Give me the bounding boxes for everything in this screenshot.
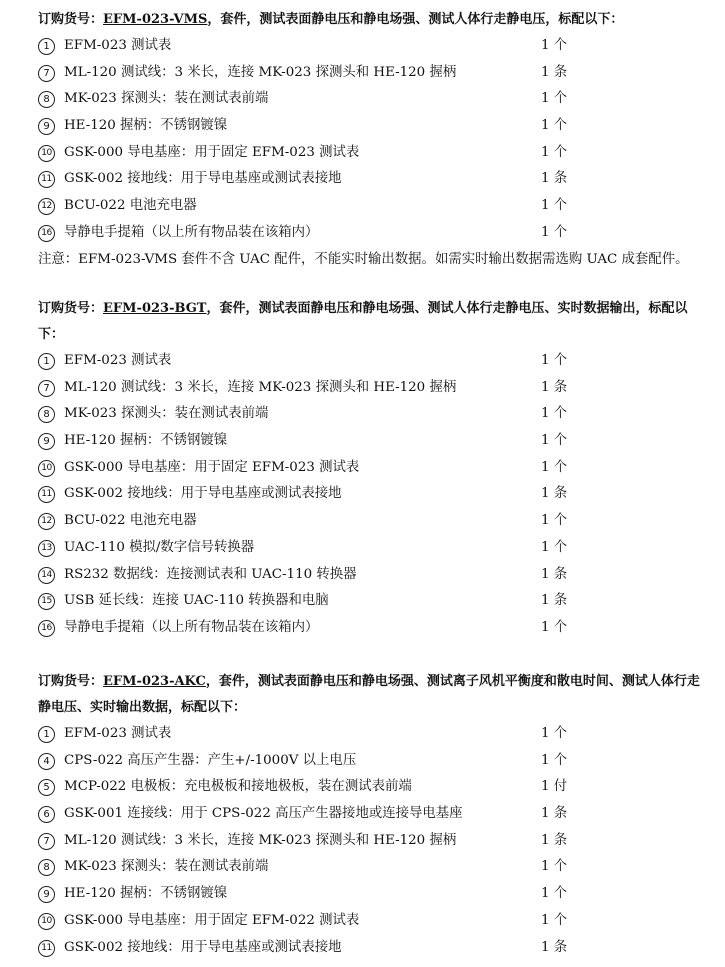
list-item: [38, 401, 708, 428]
circled-number-icon: 8: [38, 859, 55, 876]
list-item: [38, 455, 708, 482]
item-description: MK-023 探测头：装在测试表前端: [64, 859, 269, 875]
product-code: EFM-023-AKC: [103, 674, 206, 689]
item-description: GSK-002 接地线：用于导电基座或测试表接地: [64, 171, 342, 187]
list-item: [38, 428, 708, 455]
section-note: 注意：EFM-023-VMS 套件不含 UAC 配件，不能实时输出数据。如需实时输出数据需选购 UAC 成套配件。: [38, 251, 689, 267]
item-description: EFM-023 测试表: [64, 353, 172, 368]
list-item: [38, 721, 708, 748]
item-description: HE-120 握柄：不锈钢镀镍: [64, 433, 228, 449]
item-description: GSK-001 连接线：用于 CPS-022 高压产生器接地或连接导电基座: [64, 806, 463, 822]
item-description: HE-120 握柄：不锈钢镀镍: [64, 886, 228, 902]
section-header: [38, 296, 708, 348]
item-description: CPS-022 高压产生器：产生+/-1000V 以上电压: [64, 752, 357, 768]
list-item: [38, 588, 708, 615]
circled-number-icon: 12: [38, 198, 55, 215]
item-quantity: 1 个: [541, 912, 568, 928]
item-list: [38, 721, 708, 961]
item-description: MK-023 探测头：装在测试表前端: [64, 91, 269, 107]
circled-number-icon: 1: [38, 726, 55, 743]
circled-number-icon: 1: [38, 353, 55, 370]
item-description: GSK-002 接地线：用于导电基座或测试表接地: [64, 486, 342, 502]
item-quantity: 1 个: [541, 459, 568, 475]
item-quantity: 1 个: [541, 886, 568, 902]
list-item: [38, 801, 708, 828]
list-item: [38, 33, 708, 60]
list-item: [38, 193, 708, 220]
product-code: EFM-023-BGT: [103, 301, 207, 316]
item-quantity: 1 条: [541, 486, 568, 502]
circled-number-icon: 4: [38, 753, 55, 770]
item-quantity: 1 个: [541, 726, 568, 741]
list-item: [38, 935, 708, 962]
list-item: [38, 615, 708, 642]
section-efm-023-akc: [38, 669, 708, 961]
list-item: [38, 140, 708, 167]
item-quantity: 1 条: [541, 832, 568, 848]
circled-number-icon: 11: [38, 486, 55, 503]
item-quantity: 1 个: [541, 859, 568, 875]
circled-number-icon: 9: [38, 886, 55, 903]
list-item: [38, 828, 708, 855]
circled-number-icon: 9: [38, 118, 55, 135]
header-prefix: 订购货号：: [38, 12, 104, 27]
list-item: [38, 854, 708, 881]
circled-number-icon: 10: [38, 460, 55, 477]
item-description: HE-120 握柄：不锈钢镀镍: [64, 118, 228, 134]
list-item: [38, 774, 708, 801]
item-quantity: 1 个: [541, 144, 568, 160]
item-list: [38, 348, 708, 642]
circled-number-icon: 8: [38, 406, 55, 423]
section-efm-023-vms: [38, 7, 708, 273]
circled-number-icon: 6: [38, 806, 55, 823]
section-efm-023-bgt: [38, 296, 708, 642]
item-quantity: 1 条: [541, 593, 568, 609]
circled-number-icon: 7: [38, 380, 55, 397]
section-header: [38, 7, 708, 33]
item-quantity: 1 条: [541, 939, 568, 955]
item-quantity: 1 条: [541, 171, 568, 187]
item-description: EFM-023 测试表: [64, 726, 172, 741]
header-description: ，套件，测试表面静电压和静电场强、测试人体行走静电压、实时数据输出，标配以下：: [38, 301, 688, 342]
circled-number-icon: 10: [38, 913, 55, 930]
item-list: [38, 33, 708, 247]
item-description: ML-120 测试线：3 米长，连接 MK-023 探测头和 HE-120 握柄: [64, 64, 457, 80]
item-description: GSK-002 接地线：用于导电基座或测试表接地: [64, 939, 342, 955]
list-item: [38, 113, 708, 140]
item-quantity: 1 个: [541, 619, 568, 635]
list-item: [38, 481, 708, 508]
circled-number-icon: 8: [38, 91, 55, 108]
item-quantity: 1 个: [541, 433, 568, 449]
circled-number-icon: 1: [38, 38, 55, 55]
item-description: GSK-000 导电基座：用于固定 EFM-022 测试表: [64, 912, 360, 928]
item-quantity: 1 个: [541, 513, 568, 529]
list-item: [38, 166, 708, 193]
item-quantity: 1 个: [541, 38, 568, 53]
item-quantity: 1 个: [541, 406, 568, 422]
circled-number-icon: 15: [38, 593, 55, 610]
circled-number-icon: 7: [38, 833, 55, 850]
list-item: [38, 375, 708, 402]
item-quantity: 1 条: [541, 379, 568, 395]
list-item: [38, 348, 708, 375]
list-item: [38, 562, 708, 589]
item-description: EFM-023 测试表: [64, 38, 172, 53]
circled-number-icon: 16: [38, 620, 55, 637]
item-quantity: 1 个: [541, 353, 568, 368]
list-item: [38, 881, 708, 908]
circled-number-icon: 7: [38, 65, 55, 82]
item-quantity: 1 个: [541, 752, 568, 768]
item-description: MK-023 探测头：装在测试表前端: [64, 406, 269, 422]
item-quantity: 1 个: [541, 224, 568, 240]
circled-number-icon: 14: [38, 567, 55, 584]
header-description: ，套件，测试表面静电压和静电场强、测试离子风机平衡度和散电时间、测试人体行走静电压、实时输出数据，标配以下：: [38, 674, 700, 715]
item-description: GSK-000 导电基座：用于固定 EFM-023 测试表: [64, 144, 360, 160]
item-description: RS232 数据线：连接测试表和 UAC-110 转换器: [64, 566, 357, 582]
list-item: [38, 60, 708, 87]
header-description: ，套件，测试表面静电压和静电场强、测试人体行走静电压，标配以下：: [207, 12, 624, 27]
item-quantity: 1 个: [541, 118, 568, 134]
item-description: ML-120 测试线：3 米长，连接 MK-023 探测头和 HE-120 握柄: [64, 832, 457, 848]
item-description: 导静电手提箱（以上所有物品装在该箱内）: [64, 619, 319, 635]
circled-number-icon: 9: [38, 433, 55, 450]
item-description: MCP-022 电极板：充电极板和接地极板，装在测试表前端: [64, 779, 412, 795]
circled-number-icon: 10: [38, 145, 55, 162]
product-code: EFM-023-VMS: [103, 12, 208, 27]
item-description: USB 延长线：连接 UAC-110 转换器和电脑: [64, 593, 329, 609]
circled-number-icon: 11: [38, 940, 55, 957]
header-prefix: 订购货号：: [38, 674, 104, 689]
item-description: 导静电手提箱（以上所有物品装在该箱内）: [64, 224, 319, 240]
item-description: ML-120 测试线：3 米长，连接 MK-023 探测头和 HE-120 握柄: [64, 379, 457, 395]
item-quantity: 1 个: [541, 91, 568, 107]
item-quantity: 1 个: [541, 198, 568, 214]
list-item: [38, 908, 708, 935]
item-description: BCU-022 电池充电器: [64, 513, 197, 529]
item-quantity: 1 个: [541, 539, 568, 555]
item-description: GSK-000 导电基座：用于固定 EFM-023 测试表: [64, 459, 360, 475]
item-quantity: 1 条: [541, 64, 568, 80]
list-item: [38, 748, 708, 775]
item-description: BCU-022 电池充电器: [64, 198, 197, 214]
circled-number-icon: 12: [38, 513, 55, 530]
circled-number-icon: 16: [38, 225, 55, 242]
item-description: UAC-110 模拟/数字信号转换器: [64, 539, 255, 555]
list-item: [38, 220, 708, 247]
item-quantity: 1 付: [541, 779, 568, 795]
section-header: [38, 669, 708, 721]
list-item: [38, 535, 708, 562]
list-item: [38, 508, 708, 535]
item-quantity: 1 条: [541, 566, 568, 582]
circled-number-icon: 5: [38, 779, 55, 796]
circled-number-icon: 13: [38, 540, 55, 557]
item-quantity: 1 条: [541, 806, 568, 822]
header-prefix: 订购货号：: [38, 301, 104, 316]
list-item: [38, 86, 708, 113]
circled-number-icon: 11: [38, 171, 55, 188]
